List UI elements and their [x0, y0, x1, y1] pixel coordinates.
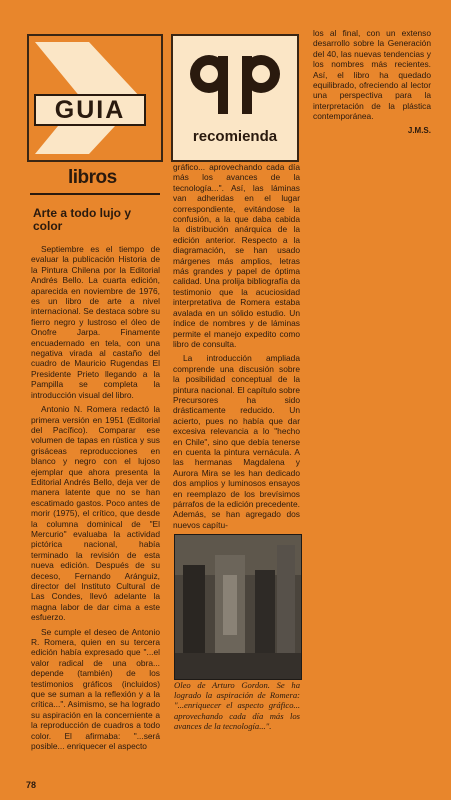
column-1	[31, 244, 160, 756]
painting-photo	[174, 534, 302, 680]
paragraph: Antonio N. Romera redactó la primera versión en 1951 (Editorial del Pacífico). Comparar ese volumen de tapas en rústica y sus grisáceas reproducciones en blanco y negro con el lujoso ejemplar que ahora presenta la Editorial Andrés Bello, deja ver de manera latente que no se han escatimado gastos. Poco antes de morir (1975), el crítico, que desde la columna dominical de "El Mercurio" evaluaba la actividad pictórica nacional, había terminado la revisión de esta nueva edición. Después de su deceso, Fernando Aránguiz, director del Instituto Cultural de Las Condes, llevó adelante la magna labor de dar cima a este esfuerzo.	[31, 404, 160, 623]
guia-label: GUIA	[34, 94, 146, 126]
qp-letters: qp	[235, 125, 237, 126]
column-3	[313, 28, 431, 136]
paragraph: Septiembre es el tiempo de evaluar la publicación Historia de la Pintura Chilena por la Editorial Andrés Bello. La cuarta edición, aparecida en noviembre de 1976, es un libro de arte a nivel internacional. Se destaca sobre su fierro negro y lustroso el óleo de Onofre Jarpa. Finamente encuadernado en tela, con una negativa virada al castaño del cuadro de Mauricio Rugendas El Presidente Prieto llegando a la Pampilla se completa la introducción visual del libro.	[31, 244, 160, 400]
paragraph: Se cumple el deseo de Antonio R. Romera, quien en su tercera edición había expresado que "...el valor radical de una obra... depende (también) de los testimonios gráficos (incluidos) que se suman a la reflexión y a la crítica...". Asimismo, se ha logrado su aspiración en la concerniente a la reproducción de cuadros a todo color. El afirmaba: "...será posible... enriquecer el aspecto	[31, 626, 160, 752]
photo-caption: Oleo de Arturo Gordon. Se ha logrado la aspiración de Romera: "...enriquecer el aspecto gráfico... aprovechando cada día más los avances de la tecnología...".	[174, 680, 300, 731]
logo-tagline: recomienda	[192, 128, 278, 145]
section-divider	[30, 193, 160, 195]
page-number: 78	[26, 780, 37, 790]
paragraph: gráfico... aprovechando cada día más los avances de la tecnología...". Así, las láminas van adheridas en el lugar correspondiente, evitándose la confusión, a la que daba cabida la distribución anárquica de la edición anterior. Respecto a la diagramación, se han usado márgenes más amplios, letras más grandes y papel de óptima calidad. Una prolija bibliografía da testimonio que la acuciosidad interpretativa de Romera estaba avalada en un sólido estudio. Un índice de nombres y de láminas permite el manejo expedito como libro de consulta.	[173, 162, 300, 349]
author-signature: J.M.S.	[407, 125, 431, 135]
paragraph: los al final, con un extenso desarrollo sobre la Generación del 40, las nuevas tendencias y los nombres más recientes. Así, el libro ha quedado equilibrado, ofreciendo al lector una perspectiva para la interpretación de la plástica contemporánea.	[313, 28, 431, 122]
column-2	[173, 162, 300, 534]
qp-logo	[171, 34, 299, 162]
section-label: libros	[68, 167, 117, 188]
painting-image	[175, 535, 301, 679]
article-title: Arte a todo lujo y color	[33, 206, 132, 233]
paragraph: La introducción ampliada comprende una discusión sobre la posibilidad conceptual de la pintura nacional. El capítulo sobre Precursores ha sido drásticamente reducido. Un acierto, pues no había que dar excesiva relevancia a lo "hecho en Chile", sino que debía tenerse en cuenta la pintura vernácula. A las hermanas Magdalena y Aurora Mira se les han dedicado dos amplios y luminosos ensayos en reemplazo de los brevísimos párrafos de la edición precedente. Además, se han agregado dos nuevos capítu-	[173, 353, 300, 530]
guia-logo	[27, 34, 163, 162]
qp-logo-icon	[173, 36, 297, 128]
